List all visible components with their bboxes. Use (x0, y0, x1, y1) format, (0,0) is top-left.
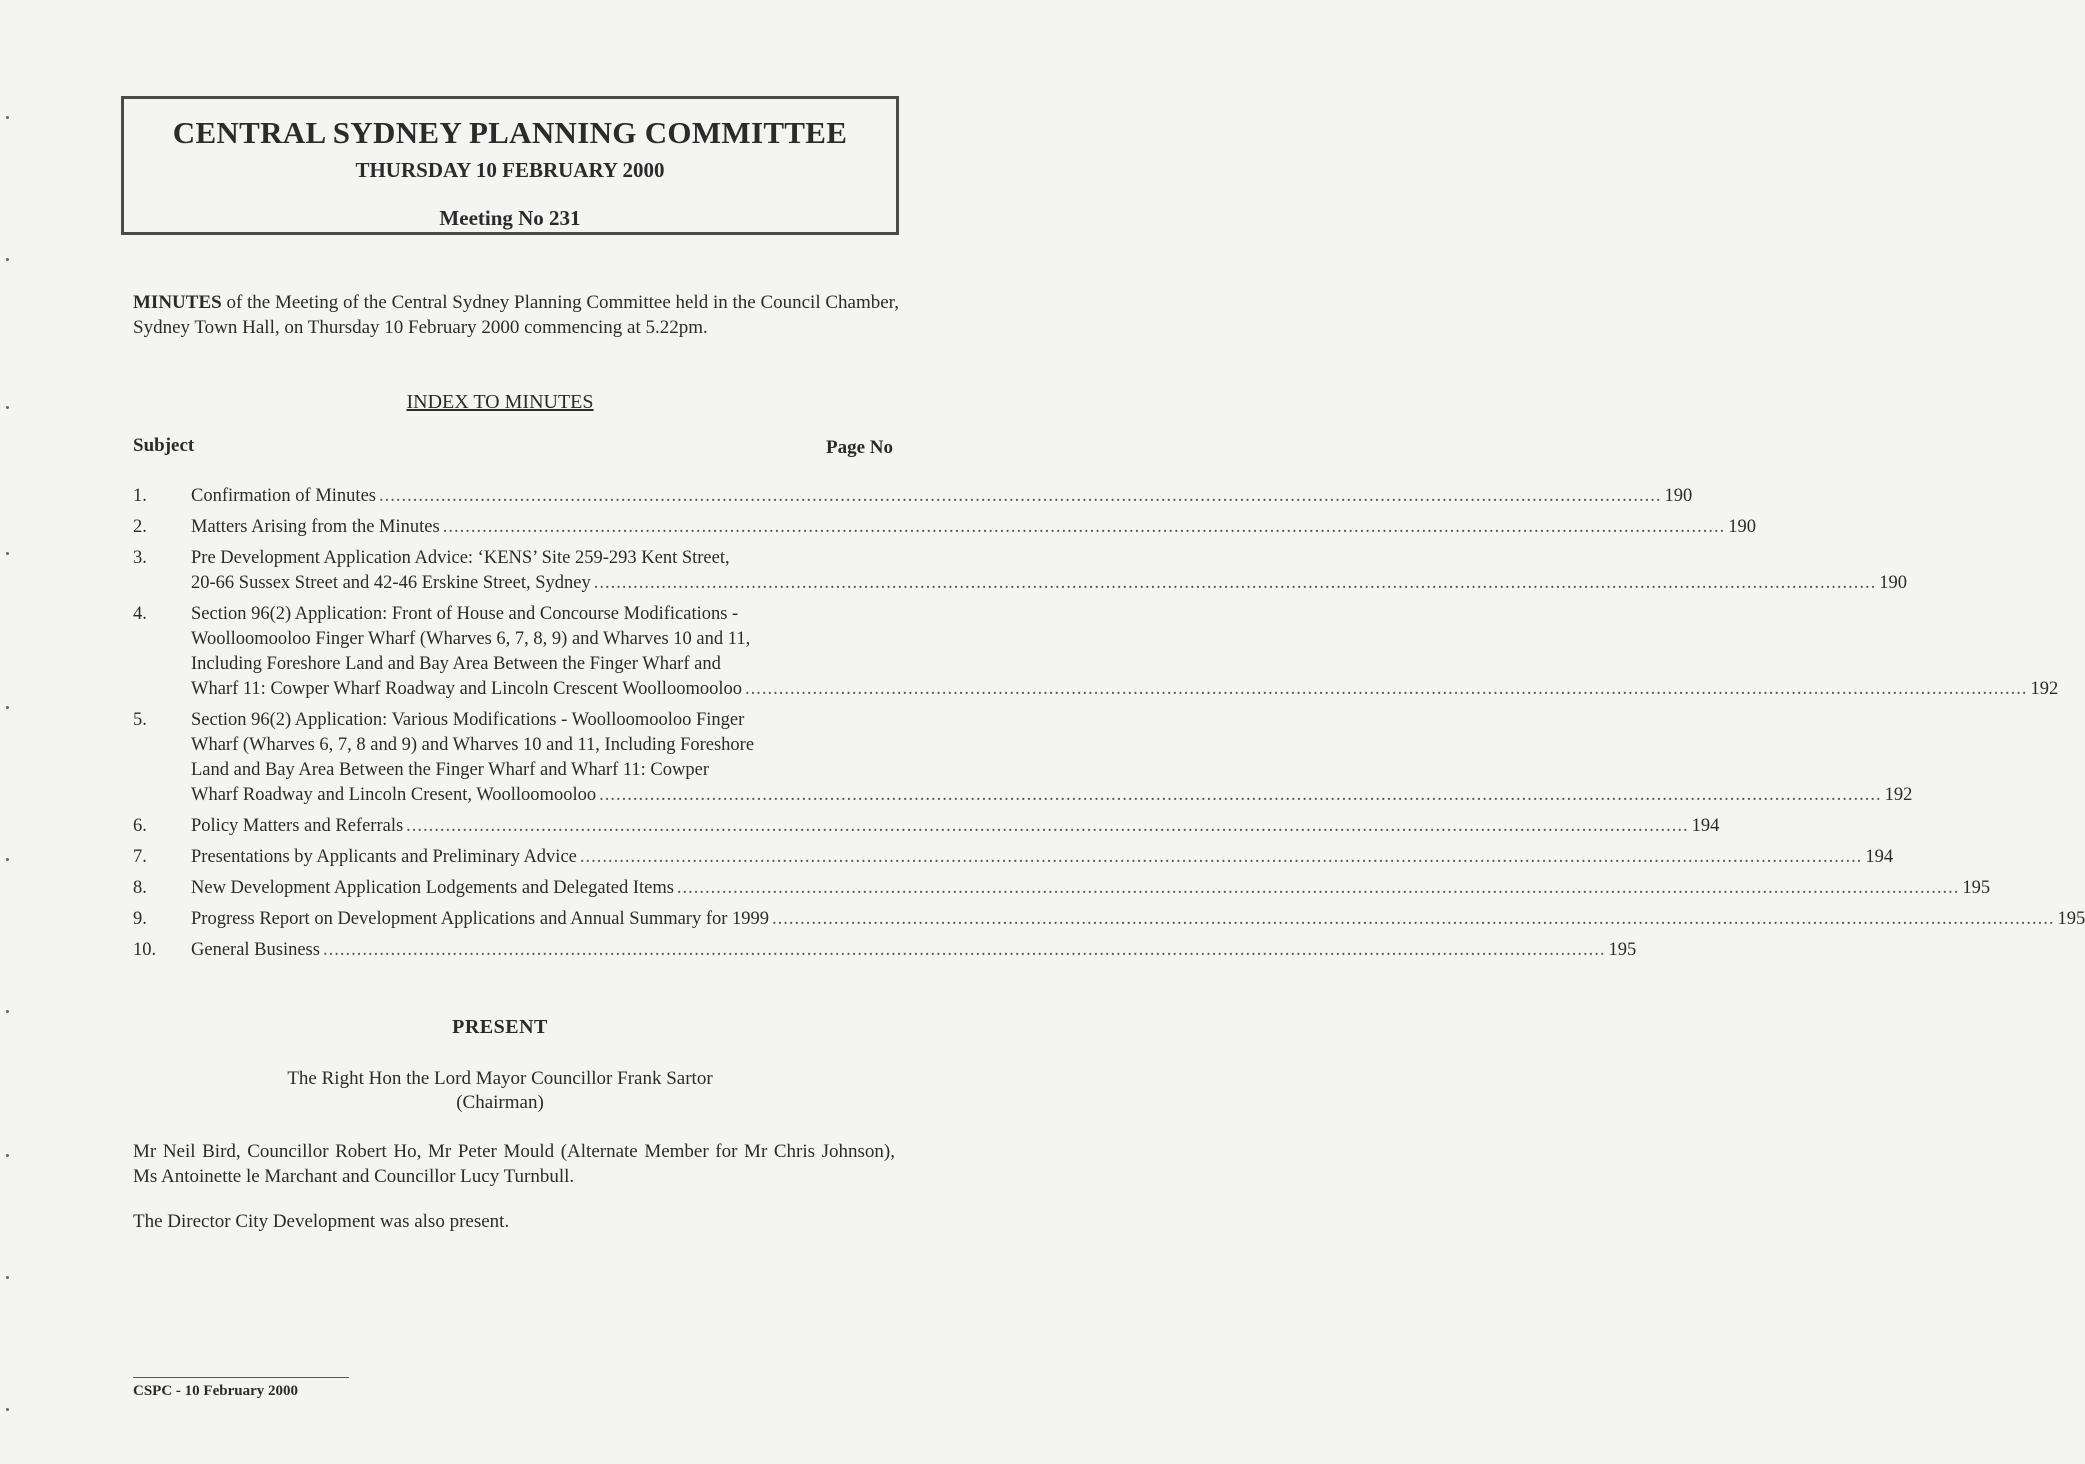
dot-leader (323, 938, 1606, 963)
index-item-page: 194 (1865, 847, 1894, 867)
index-item-entry (191, 845, 1893, 870)
index-item-page: 190 (1664, 486, 1693, 506)
meeting-number: Meeting No 231 (439, 206, 581, 230)
dot-leader (379, 484, 1662, 509)
margin-speck (6, 1010, 9, 1013)
index-item-body (191, 938, 1636, 963)
index-item-title: Matters Arising from the Minutes (191, 517, 440, 537)
chair-block (0, 1067, 1000, 1115)
index-item-entry (191, 814, 1719, 839)
index-item-body (191, 546, 1907, 596)
index-item-title: Wharf 11: Cowper Wharf Roadway and Lincoln Crescent Woolloomooloo (191, 679, 742, 699)
index-item (133, 845, 1894, 870)
index-item-title: Wharf Roadway and Lincoln Cresent, Woolloomooloo (191, 785, 597, 805)
dot-leader (772, 907, 2055, 932)
index-item-page: 190 (1728, 517, 1756, 537)
index-item (133, 708, 1913, 808)
index-item-body (191, 515, 1756, 540)
index-item-number: 5. (133, 710, 147, 730)
index-item-number: 7. (133, 847, 147, 867)
index-item-line: Section 96(2) Application: Front of House and Concourse Modifications - (191, 604, 739, 624)
title-box (121, 96, 899, 235)
index-item-title: Policy Matters and Referrals (191, 816, 404, 836)
index-item-entry (191, 783, 1912, 808)
dot-leader (406, 814, 1689, 839)
index-item (133, 602, 2059, 702)
index-item-line: Pre Development Application Advice: ‘KENS’ Site 259-293 Kent Street, (191, 548, 730, 568)
index-item-page: 195 (1962, 878, 1991, 898)
index-item (133, 938, 1637, 963)
index-item-page: 195 (2057, 909, 2085, 929)
dot-leader (677, 876, 1960, 901)
margin-speck (6, 552, 9, 555)
index-item-body (191, 876, 1990, 901)
index-item-title: General Business (191, 940, 320, 960)
index-item-number: 4. (133, 604, 147, 624)
index-item-page: 192 (1884, 785, 1913, 805)
intro-lead: MINUTES (133, 292, 222, 313)
intro-text: of the Meeting of the Central Sydney Planning Committee held in the Council Chamber, Sydney Town Hall, on Thursday 10 February 2000 commencing at 5.22pm. (133, 292, 899, 338)
index-item (133, 876, 1991, 901)
index-item-body (191, 845, 1893, 870)
index-item-entry (191, 907, 2085, 932)
document-title: CENTRAL SYDNEY PLANNING COMMITTEE (172, 115, 848, 150)
chair-name: The Right Hon the Lord Mayor Councillor Frank Sartor (287, 1068, 713, 1089)
index-item-number: 10. (133, 940, 157, 960)
index-item-body (191, 602, 2058, 702)
index-item-number: 9. (133, 909, 147, 929)
index-item-entry (191, 515, 1756, 540)
index-item-body (191, 907, 2085, 932)
margin-speck (6, 858, 9, 861)
index-item (133, 546, 1907, 596)
index-item (133, 515, 1756, 540)
footer-text: CSPC - 10 February 2000 (133, 1383, 298, 1399)
index-item-line: Wharf (Wharves 6, 7, 8 and 9) and Wharves 10 and 11, Including Foreshore (191, 735, 755, 755)
intro-paragraph (133, 290, 899, 340)
margin-speck (6, 116, 9, 119)
index-item-entry (191, 484, 1692, 509)
index-item (133, 907, 2085, 932)
dot-leader (599, 783, 1882, 808)
index-item-entry (191, 938, 1636, 963)
index-item-title: Progress Report on Development Applications and Annual Summary for 1999 (191, 909, 770, 929)
index-item-body (191, 708, 1912, 808)
index-list (133, 484, 2085, 969)
director-note: The Director City Development was also present. (133, 1211, 510, 1232)
index-item-title: 20-66 Sussex Street and 42-46 Erskine Street, Sydney (191, 573, 591, 593)
meeting-date: THURSDAY 10 FEBRUARY 2000 (355, 158, 665, 182)
index-item-line: Section 96(2) Application: Various Modifications - Woolloomooloo Finger (191, 710, 745, 730)
index-item-page: 192 (2030, 679, 2059, 699)
index-item-title: Presentations by Applicants and Preliminary Advice (191, 847, 577, 867)
present-heading: PRESENT (452, 1016, 548, 1038)
dot-leader (745, 677, 2028, 702)
index-item-number: 3. (133, 548, 147, 568)
margin-speck (6, 258, 9, 261)
index-item-body (191, 814, 1719, 839)
index-item-body (191, 484, 1692, 509)
index-heading: INDEX TO MINUTES (406, 391, 594, 413)
index-item (133, 484, 1693, 509)
dot-leader (594, 571, 1877, 596)
margin-speck (6, 1408, 9, 1411)
members-paragraph: Mr Neil Bird, Councillor Robert Ho, Mr Peter Mould (Alternate Member for Mr Chris Johnson), Ms Antoinette le Marchant and Councillor Lucy Turnbull. (133, 1141, 895, 1187)
margin-speck (6, 706, 9, 709)
index-item-entry (191, 571, 1907, 596)
dot-leader (580, 845, 1863, 870)
index-item (133, 814, 1720, 839)
margin-speck (6, 1276, 9, 1279)
chair-role: (Chairman) (456, 1092, 544, 1113)
index-item-entry (191, 677, 2058, 702)
subject-column-label: Subject (133, 435, 195, 456)
page-column-label: Page No (825, 437, 893, 458)
margin-speck (6, 1154, 9, 1157)
index-item-page: 190 (1879, 573, 1907, 593)
index-item-page: 194 (1691, 816, 1720, 836)
index-item-line: Woolloomooloo Finger Wharf (Wharves 6, 7, 8, 9) and Wharves 10 and 11, (191, 629, 751, 649)
index-item-line: Land and Bay Area Between the Finger Wharf and Wharf 11: Cowper (191, 760, 709, 780)
margin-speck (6, 406, 9, 409)
index-item-number: 8. (133, 878, 147, 898)
index-item-page: 195 (1608, 940, 1637, 960)
index-item-entry (191, 876, 1990, 901)
index-item-title: New Development Application Lodgements and Delegated Items (191, 878, 674, 898)
index-item-line: Including Foreshore Land and Bay Area Between the Finger Wharf and (191, 654, 721, 674)
footer-rule (133, 1377, 349, 1378)
index-item-title: Confirmation of Minutes (191, 486, 376, 506)
dot-leader (443, 515, 1726, 540)
index-item-number: 2. (133, 517, 147, 537)
index-item-number: 1. (133, 486, 147, 506)
index-item-number: 6. (133, 816, 147, 836)
